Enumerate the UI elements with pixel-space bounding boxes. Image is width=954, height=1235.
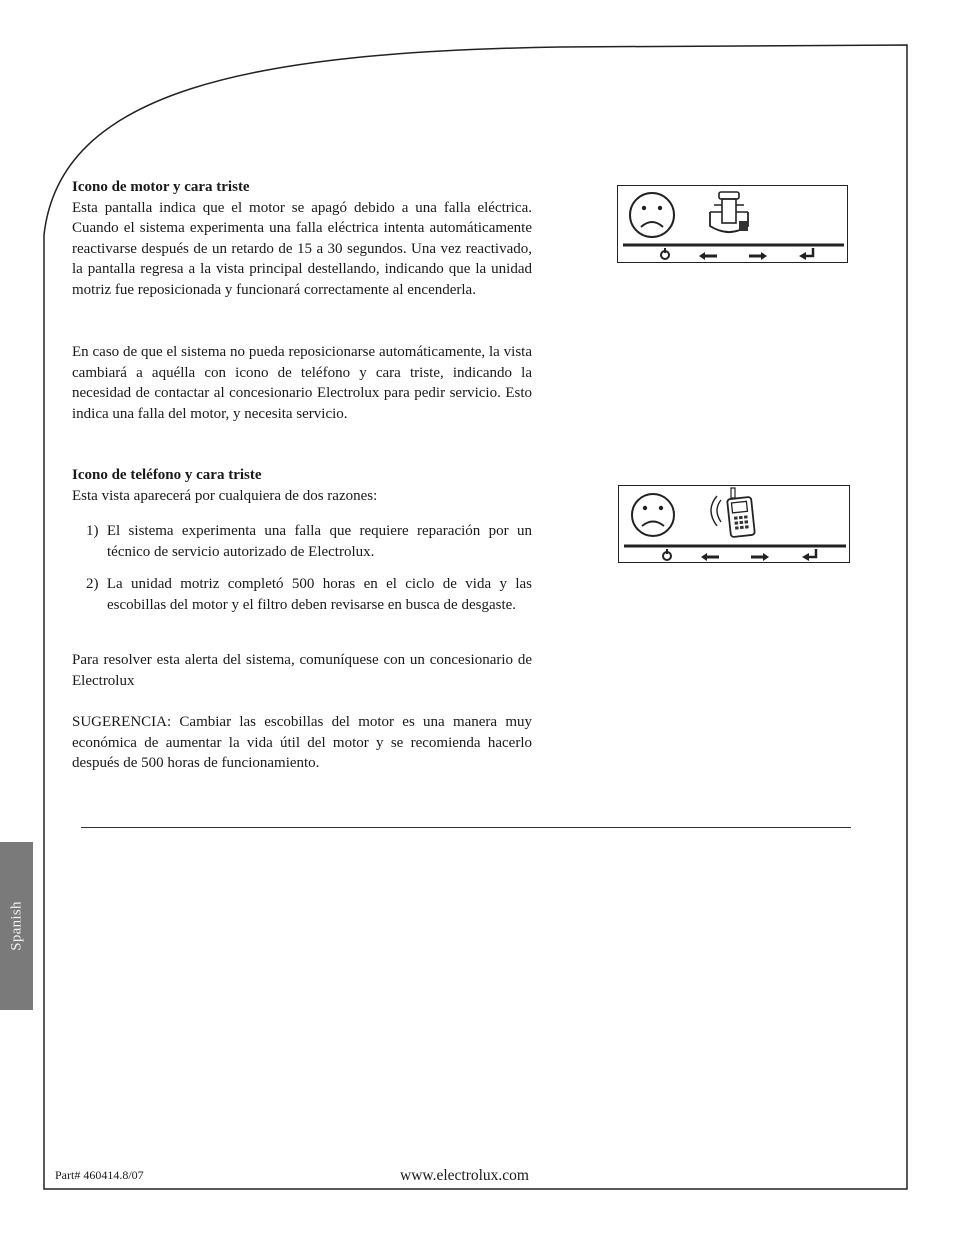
section-divider [81, 827, 851, 828]
heading-phone-sad-face: Icono de teléfono y cara triste [72, 467, 262, 483]
sad-face-icon [630, 193, 674, 237]
list-item-reason-2: 2) La unidad motriz completó 500 horas en el ciclo de vida y las escobillas del motor y el filtro deben revisarse en busca de desgaste. [86, 576, 532, 613]
arrow-right-icon [749, 252, 767, 260]
section-phone-sad-face [72, 465, 532, 506]
paragraph-two-reasons: Esta vista aparecerá por cualquiera de dos razones: [72, 487, 378, 504]
arrow-left-icon [699, 252, 717, 260]
power-icon [661, 248, 669, 259]
enter-icon [799, 248, 813, 260]
display-motor-sad-face [617, 185, 848, 263]
ringing-phone-icon [711, 488, 755, 537]
motor-icon [710, 192, 748, 233]
section-motor-sad-face [72, 177, 532, 301]
display-phone-sad-face [618, 485, 850, 563]
part-number: Part# 460414.8/07 [55, 1168, 144, 1182]
paragraph-tip: SUGERENCIA: Cambiar las escobillas del motor es una manera muy económica de aumentar la vida útil del motor y se recomienda hacerlo después de 500 horas de funcionamiento. [72, 714, 532, 772]
language-tab-label: Spanish [8, 901, 24, 951]
arrow-right-icon [751, 553, 769, 561]
heading-motor-sad-face: Icono de motor y cara triste [72, 179, 250, 195]
paragraph-resolve-alert: Para resolver esta alerta del sistema, comuníquese con un concesionario de Electrolux [72, 652, 532, 689]
language-tab [0, 842, 33, 1010]
paragraph-motor-reset-failure: En caso de que el sistema no pueda reposicionarse automáticamente, la vista cambiará a aquélla con icono de teléfono y cara triste, indicando la necesidad de contactar al concesionario Electrolux para pedir servicio. Esto indica una falla del motor, y necesita servicio. [72, 344, 532, 422]
paragraph-motor-failure: Esta pantalla indica que el motor se apagó debido a una falla eléctrica. Cuando el sistema experimenta una falla eléctrica intenta automáticamente reactivarse después de un retardo de 15 a 30 segundos. Una vez reactivado, la pantalla regresa a la vista principal destellando, indicando que la unidad motriz fue reposicionada y funcionará correctamente al encenderla. [72, 199, 532, 298]
list-item-reason-1: 1) El sistema experimenta una falla que requiere reparación por un técnico de servicio autorizado de Electrolux. [86, 523, 532, 560]
power-icon [663, 549, 671, 560]
enter-icon [802, 549, 816, 561]
website-link[interactable]: www.electrolux.com [400, 1167, 529, 1184]
arrow-left-icon [701, 553, 719, 561]
sad-face-icon [632, 494, 674, 536]
